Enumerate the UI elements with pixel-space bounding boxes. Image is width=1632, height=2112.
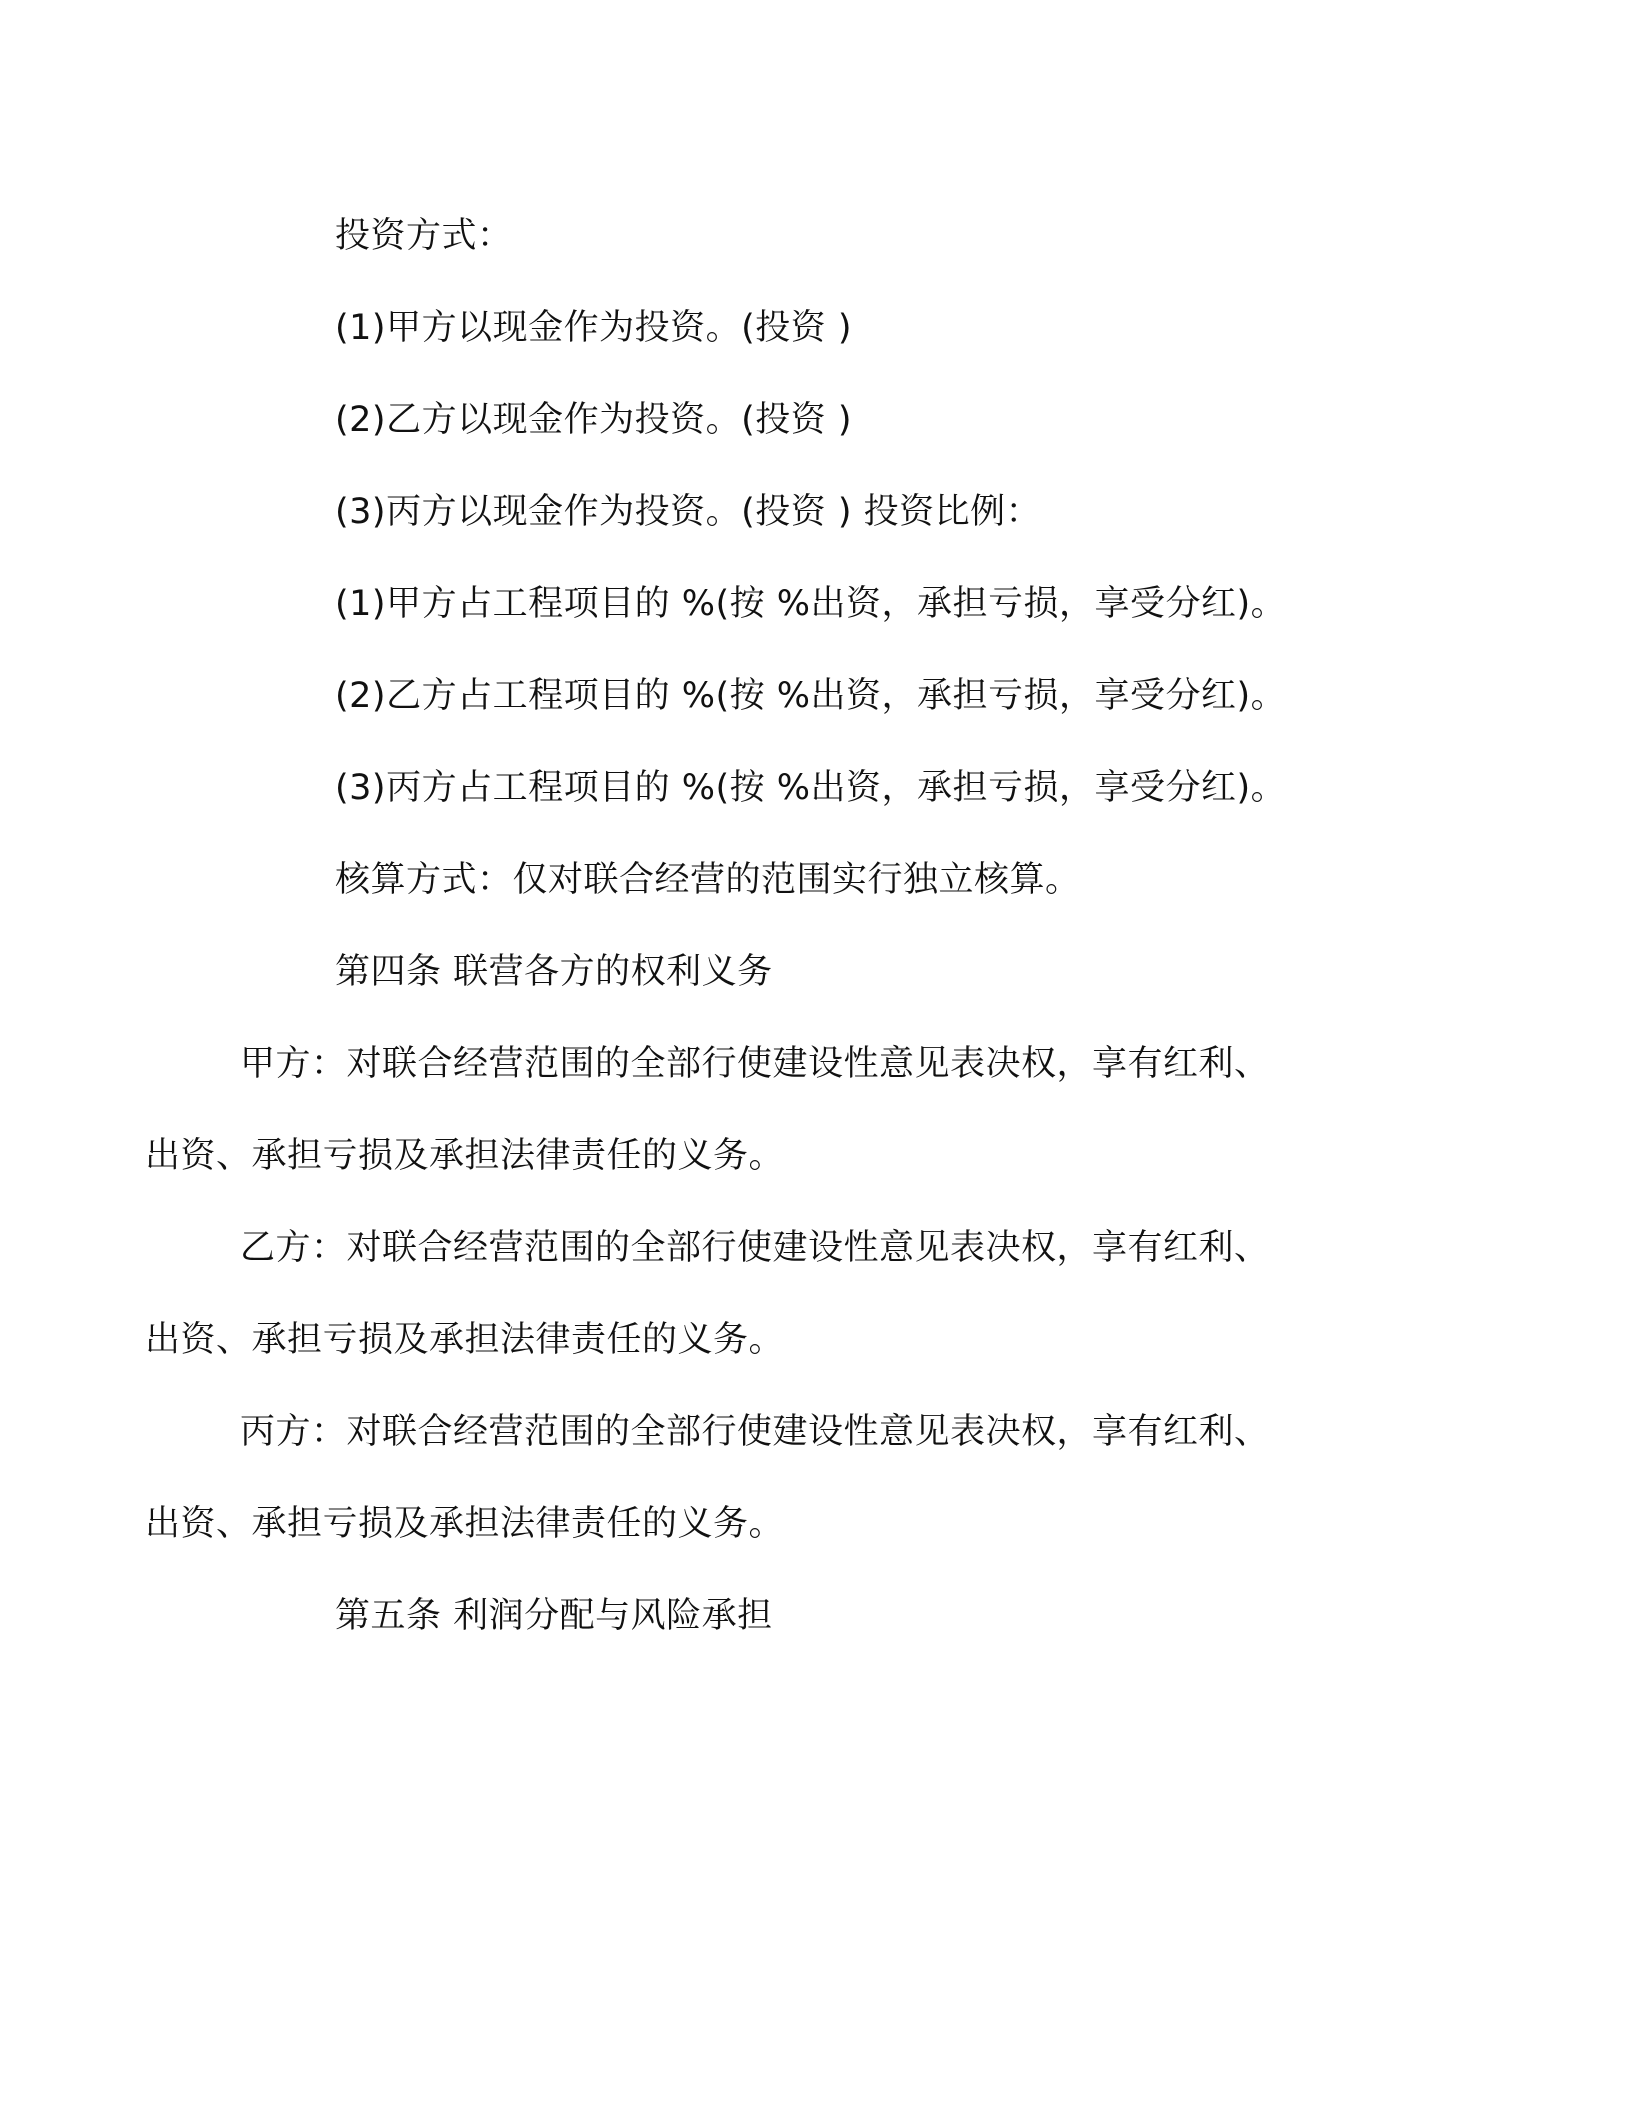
rights-party-a-line2: 出资、承担亏损及承担法律责任的义务。 <box>145 1136 785 1176</box>
rights-party-c-line1: 丙方：对联合经营范围的全部行使建设性意见表决权，享有红利、 <box>240 1412 1270 1452</box>
rights-party-b-line2: 出资、承担亏损及承担法律责任的义务。 <box>145 1320 785 1360</box>
article-5-heading: 第五条 利润分配与风险承担 <box>335 1596 773 1636</box>
rights-party-c-line2: 出资、承担亏损及承担法律责任的义务。 <box>145 1504 785 1544</box>
rights-party-b-line1: 乙方：对联合经营范围的全部行使建设性意见表决权，享有红利、 <box>240 1228 1270 1268</box>
rights-party-a-line1: 甲方：对联合经营范围的全部行使建设性意见表决权，享有红利、 <box>240 1044 1270 1084</box>
investment-method-heading: 投资方式： <box>335 216 513 256</box>
investment-item-party-c: (3)丙方以现金作为投资。(投资 ) 投资比例： <box>335 492 1042 532</box>
article-4-heading: 第四条 联营各方的权利义务 <box>335 952 773 992</box>
rights-party-c <box>145 1386 1400 1570</box>
investment-item-party-b: (2)乙方以现金作为投资。(投资 ) <box>335 400 853 440</box>
ratio-item-party-a: (1)甲方占工程项目的 %(按 %出资，承担亏损，享受分红)。 <box>335 584 1287 624</box>
ratio-item-party-c: (3)丙方占工程项目的 %(按 %出资，承担亏损，享受分红)。 <box>335 768 1287 808</box>
investment-item-party-a: (1)甲方以现金作为投资。(投资 ) <box>335 308 853 348</box>
ratio-item-party-b: (2)乙方占工程项目的 %(按 %出资，承担亏损，享受分红)。 <box>335 676 1287 716</box>
rights-party-a <box>145 1018 1400 1202</box>
rights-party-b <box>145 1202 1400 1386</box>
document-body <box>145 190 1400 1662</box>
accounting-method: 核算方式：仅对联合经营的范围实行独立核算。 <box>335 860 1081 900</box>
